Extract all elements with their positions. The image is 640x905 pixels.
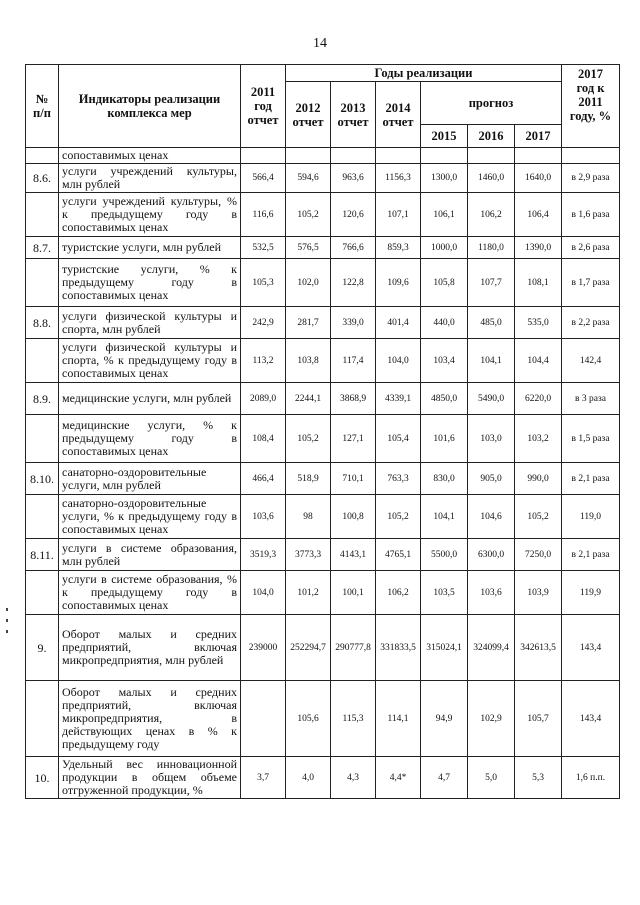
header-years-group: Годы реализации: [286, 65, 562, 82]
row-indicator-label: Удельный вес инновационной продукции в общем объеме отгруженной продукции, %: [59, 757, 241, 799]
value-2013: 339,0: [331, 307, 376, 339]
table-row: [26, 681, 620, 757]
value-2017: 108,1: [515, 259, 562, 307]
value-2015: 101,6: [421, 415, 468, 463]
header-2014: 2014 отчет: [376, 82, 421, 148]
header-num: № п/п: [26, 65, 59, 148]
table-row: [26, 237, 620, 259]
row-number: 8.7.: [26, 237, 59, 259]
value-2017: 342613,5: [515, 615, 562, 681]
table-body: [26, 148, 620, 799]
table-row: [26, 193, 620, 237]
row-number: 8.11.: [26, 539, 59, 571]
row-number: [26, 259, 59, 307]
value-2011: 3,7: [241, 757, 286, 799]
value-2015: 106,1: [421, 193, 468, 237]
value-2013: 117,4: [331, 339, 376, 383]
value-2011: 116,6: [241, 193, 286, 237]
value-2011: 239000: [241, 615, 286, 681]
value-2014: 763,3: [376, 463, 421, 495]
value-2013: 963,6: [331, 164, 376, 193]
value-2017: 104,4: [515, 339, 562, 383]
row-indicator-label: медицинские услуги, % к предыдущему году в сопоставимых ценах: [59, 415, 241, 463]
continuation-row: [26, 148, 620, 164]
value-ratio: в 2,1 раза: [562, 463, 620, 495]
value-2013: 290777,8: [331, 615, 376, 681]
value-2013: 120,6: [331, 193, 376, 237]
value-2011: 532,5: [241, 237, 286, 259]
row-indicator-label: услуги в системе образования, % к предыдущему году в сопоставимых ценах: [59, 571, 241, 615]
value-2014: 331833,5: [376, 615, 421, 681]
row-number: [26, 339, 59, 383]
header-2015: 2015: [421, 125, 468, 148]
value-2013: 4143,1: [331, 539, 376, 571]
row-number: 8.9.: [26, 383, 59, 415]
header-indicator: Индикаторы реализации комплекса мер: [59, 65, 241, 148]
value-ratio: в 2,1 раза: [562, 539, 620, 571]
table-row: [26, 615, 620, 681]
row-number: [26, 193, 59, 237]
value-2014: 105,2: [376, 495, 421, 539]
value-2014: 105,4: [376, 415, 421, 463]
value-ratio: 143,4: [562, 615, 620, 681]
row-indicator-label: Оборот малых и средних предприятий, включая микропредприятия, в действующих ценах в % к предыдущему году: [59, 681, 241, 757]
value-2017: 1640,0: [515, 164, 562, 193]
value-2013: 122,8: [331, 259, 376, 307]
value-2012: 98: [286, 495, 331, 539]
row-indicator-label: услуги физической культуры и спорта, % к предыдущему году в сопоставимых ценах: [59, 339, 241, 383]
header-forecast: прогноз: [421, 82, 562, 125]
value-2013: 710,1: [331, 463, 376, 495]
margin-marks: [6, 600, 10, 660]
value-2015: 103,5: [421, 571, 468, 615]
row-number: 10.: [26, 757, 59, 799]
value-2012: 576,5: [286, 237, 331, 259]
header-2012: 2012 отчет: [286, 82, 331, 148]
value-2012: 518,9: [286, 463, 331, 495]
value-2015: 315024,1: [421, 615, 468, 681]
value-2013: 3868,9: [331, 383, 376, 415]
value-ratio: в 2,6 раза: [562, 237, 620, 259]
value-2017: 990,0: [515, 463, 562, 495]
value-2011: 2089,0: [241, 383, 286, 415]
value-2013: 4,3: [331, 757, 376, 799]
continuation-text: сопоставимых ценах: [59, 148, 241, 164]
value-2011: 113,2: [241, 339, 286, 383]
value-2015: 1000,0: [421, 237, 468, 259]
value-2017: 105,2: [515, 495, 562, 539]
value-2013: 115,3: [331, 681, 376, 757]
page-number: 14: [313, 36, 327, 51]
value-2017: 535,0: [515, 307, 562, 339]
header-2016: 2016: [468, 125, 515, 148]
value-2017: 5,3: [515, 757, 562, 799]
value-2015: 440,0: [421, 307, 468, 339]
value-ratio: в 2,2 раза: [562, 307, 620, 339]
row-indicator-label: услуги учреждений культуры, % к предыдущему году в сопоставимых ценах: [59, 193, 241, 237]
value-2011: 104,0: [241, 571, 286, 615]
value-2015: 105,8: [421, 259, 468, 307]
value-2016: 1460,0: [468, 164, 515, 193]
value-2017: 1390,0: [515, 237, 562, 259]
table-row: [26, 463, 620, 495]
header-ratio: год к 2011 году, %: [569, 81, 612, 123]
indicators-table: [25, 64, 620, 799]
value-ratio: в 1,6 раза: [562, 193, 620, 237]
row-indicator-label: Оборот малых и средних предприятий, включая микропредприятия, млн рублей: [59, 615, 241, 681]
value-2016: 103,6: [468, 571, 515, 615]
value-ratio: в 3 раза: [562, 383, 620, 415]
value-2014: 4765,1: [376, 539, 421, 571]
row-number: 8.10.: [26, 463, 59, 495]
value-2016: 103,0: [468, 415, 515, 463]
value-2015: 5500,0: [421, 539, 468, 571]
table-row: [26, 339, 620, 383]
row-number: [26, 495, 59, 539]
value-2015: 4,7: [421, 757, 468, 799]
value-2014: 109,6: [376, 259, 421, 307]
value-2014: 114,1: [376, 681, 421, 757]
value-2011: 103,6: [241, 495, 286, 539]
value-2012: 105,2: [286, 193, 331, 237]
header-2011: 2011 год отчет: [241, 65, 286, 148]
value-2015: 103,4: [421, 339, 468, 383]
value-2014: 106,2: [376, 571, 421, 615]
table-row: [26, 495, 620, 539]
value-2014: 859,3: [376, 237, 421, 259]
value-ratio: 1,6 п.п.: [562, 757, 620, 799]
value-2016: 1180,0: [468, 237, 515, 259]
row-indicator-label: туристские услуги, % к предыдущему году в сопоставимых ценах: [59, 259, 241, 307]
value-2016: 905,0: [468, 463, 515, 495]
value-ratio: 142,4: [562, 339, 620, 383]
row-number: 8.8.: [26, 307, 59, 339]
row-number: 9.: [26, 615, 59, 681]
value-2012: 3773,3: [286, 539, 331, 571]
value-2014: 104,0: [376, 339, 421, 383]
value-2015: 4850,0: [421, 383, 468, 415]
value-2017: 106,4: [515, 193, 562, 237]
value-2015: 830,0: [421, 463, 468, 495]
value-2015: 1300,0: [421, 164, 468, 193]
value-2016: 102,9: [468, 681, 515, 757]
value-2015: 94,9: [421, 681, 468, 757]
value-ratio: 143,4: [562, 681, 620, 757]
value-2014: 4,4*: [376, 757, 421, 799]
value-2012: 252294,7: [286, 615, 331, 681]
value-2013: 127,1: [331, 415, 376, 463]
value-2012: 105,2: [286, 415, 331, 463]
value-2011: 566,4: [241, 164, 286, 193]
row-indicator-label: услуги в системе образования, млн рублей: [59, 539, 241, 571]
header-2017: 2017: [515, 125, 562, 148]
row-indicator-label: медицинские услуги, млн рублей: [59, 383, 241, 415]
value-2013: 766,6: [331, 237, 376, 259]
value-2016: 5490,0: [468, 383, 515, 415]
value-ratio: 119,9: [562, 571, 620, 615]
value-2017: 103,9: [515, 571, 562, 615]
table-row: [26, 307, 620, 339]
value-2012: 4,0: [286, 757, 331, 799]
value-2017: 105,7: [515, 681, 562, 757]
table-row: [26, 383, 620, 415]
value-2011: 108,4: [241, 415, 286, 463]
header-2013: 2013 отчет: [331, 82, 376, 148]
value-2016: 6300,0: [468, 539, 515, 571]
value-2014: 4339,1: [376, 383, 421, 415]
value-2012: 103,8: [286, 339, 331, 383]
value-2014: 401,4: [376, 307, 421, 339]
row-indicator-label: санаторно-оздоровительные услуги, млн рублей: [59, 463, 241, 495]
value-2014: 1156,3: [376, 164, 421, 193]
value-2016: 106,2: [468, 193, 515, 237]
value-2016: 5,0: [468, 757, 515, 799]
header-2017-top: 2017: [578, 67, 604, 81]
value-2016: 485,0: [468, 307, 515, 339]
value-2017: 103,2: [515, 415, 562, 463]
value-ratio: в 1,5 раза: [562, 415, 620, 463]
value-2011: [241, 681, 286, 757]
table-row: [26, 571, 620, 615]
value-2016: 324099,4: [468, 615, 515, 681]
value-ratio: в 2,9 раза: [562, 164, 620, 193]
value-2012: 101,2: [286, 571, 331, 615]
value-2013: 100,1: [331, 571, 376, 615]
value-2015: 104,1: [421, 495, 468, 539]
value-2011: 3519,3: [241, 539, 286, 571]
row-number: 8.6.: [26, 164, 59, 193]
row-indicator-label: санаторно-оздоровительные услуги, % к предыдущему году в сопоставимых ценах: [59, 495, 241, 539]
row-indicator-label: услуги физической культуры и спорта, млн рублей: [59, 307, 241, 339]
value-2012: 594,6: [286, 164, 331, 193]
value-2016: 104,6: [468, 495, 515, 539]
table-row: [26, 757, 620, 799]
value-2012: 281,7: [286, 307, 331, 339]
value-2013: 100,8: [331, 495, 376, 539]
value-ratio: в 1,7 раза: [562, 259, 620, 307]
value-2016: 104,1: [468, 339, 515, 383]
header-ratio-cell: [562, 65, 620, 148]
table-header: [26, 65, 620, 148]
row-number: [26, 571, 59, 615]
row-number: [26, 681, 59, 757]
value-2012: 102,0: [286, 259, 331, 307]
value-2016: 107,7: [468, 259, 515, 307]
value-2012: 105,6: [286, 681, 331, 757]
value-2017: 7250,0: [515, 539, 562, 571]
row-number: [26, 415, 59, 463]
value-2014: 107,1: [376, 193, 421, 237]
value-2011: 466,4: [241, 463, 286, 495]
table-row: [26, 164, 620, 193]
value-ratio: 119,0: [562, 495, 620, 539]
value-2011: 242,9: [241, 307, 286, 339]
value-2017: 6220,0: [515, 383, 562, 415]
row-indicator-label: услуги учреждений культуры, млн рублей: [59, 164, 241, 193]
value-2012: 2244,1: [286, 383, 331, 415]
table-row: [26, 539, 620, 571]
row-indicator-label: туристские услуги, млн рублей: [59, 237, 241, 259]
table-row: [26, 259, 620, 307]
table-row: [26, 415, 620, 463]
value-2011: 105,3: [241, 259, 286, 307]
